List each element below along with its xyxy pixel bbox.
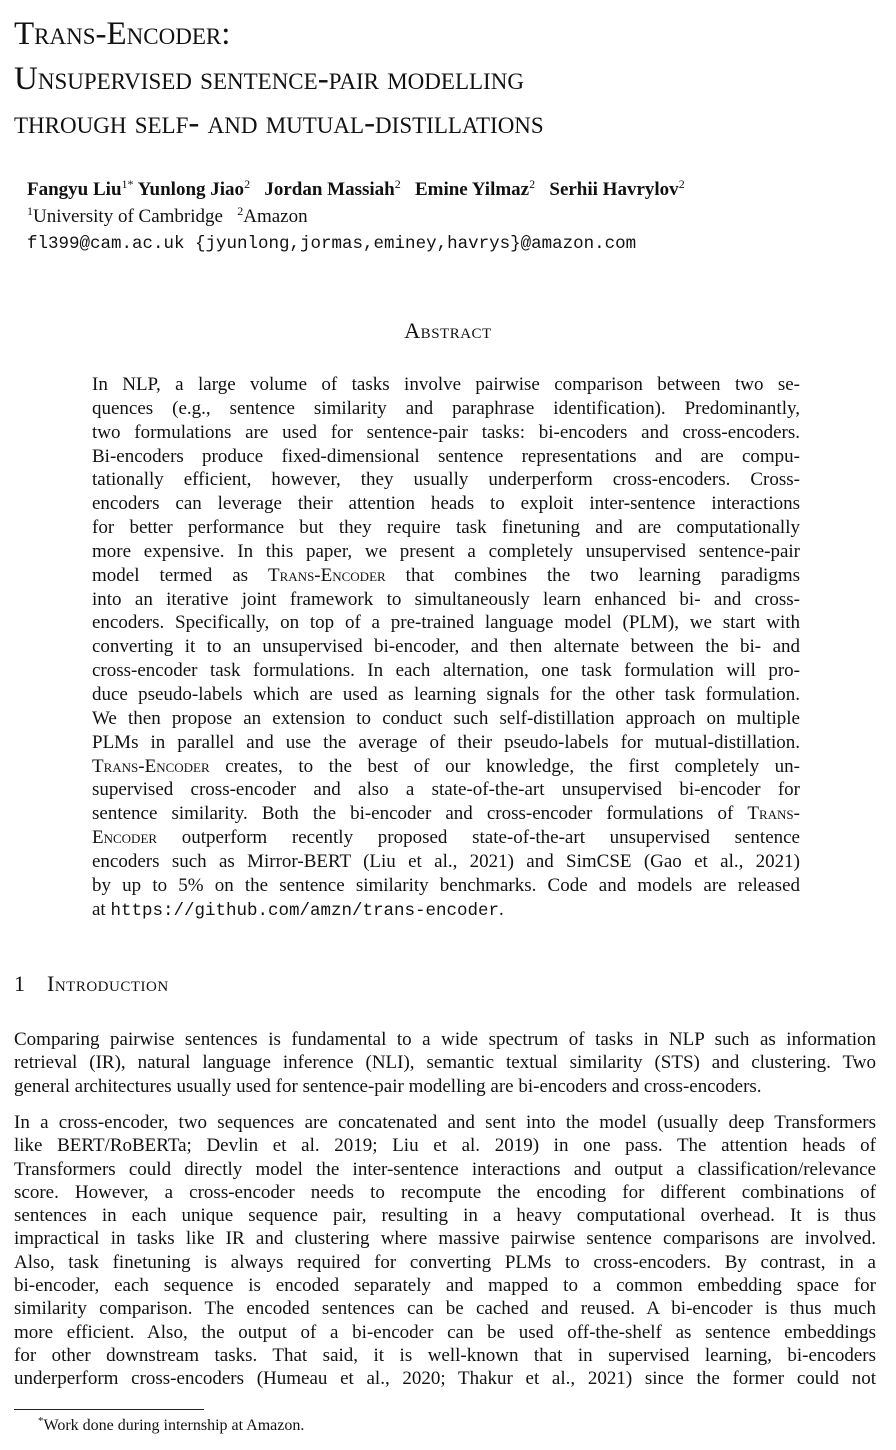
text-segment: Trans-: [747, 803, 800, 825]
text-segment: model termed as: [92, 564, 269, 586]
author-sup: 2: [244, 177, 251, 191]
paragraph-line: Comparing pairwise sentences is fundamental to a wide spectrum of tasks in NLP such as information: [14, 1029, 876, 1050]
author-emails: fl399@cam.ac.uk {jyunlong,jormas,eminey,havrys}@amazon.com: [27, 234, 637, 254]
text-segment: PLMs in parallel and use the average of their pseudo-labels for mutual-distillation.: [92, 731, 800, 753]
abstract-line: [92, 588, 800, 612]
abstract-line: [92, 468, 800, 492]
abstract-line: [92, 611, 800, 635]
text-segment: creates, to the best of our knowledge, the first completely un-: [209, 755, 800, 777]
paragraph-line: more efficient. Also, the output of a bi-encoder can be used off-the-shelf as sentence embeddings: [14, 1321, 876, 1343]
abstract-line: [92, 707, 800, 731]
abstract-line: [92, 564, 800, 588]
abstract-line: [92, 683, 800, 707]
paragraph-line: sentences in each unique sequence pair, resulting in a heavy computational overhead. It is thus: [14, 1205, 876, 1227]
text-segment: supervised cross-encoder and also a state-of-the-art unsupervised bi-encoder for: [92, 779, 800, 801]
text-segment: into an iterative joint framework to simultaneously learn enhanced bi- and cross-: [92, 588, 800, 610]
text-segment: quences (e.g., sentence similarity and paraphrase identification). Predominantly,: [92, 397, 800, 419]
abstract-line: [92, 492, 800, 516]
abstract-line: [92, 540, 800, 564]
abstract-heading: Abstract: [404, 318, 492, 343]
abstract-line: [92, 516, 800, 540]
author-sup: 2: [678, 177, 685, 191]
intro-paragraph: [14, 1028, 876, 1098]
text-segment: converting it to an unsupervised bi-encoder, and then alternate between the bi- and: [92, 636, 800, 658]
paper-title: [14, 12, 884, 146]
paragraph-line: impractical in tasks like IR and clustering where massive pairwise sentence comparisons are involved.: [14, 1228, 876, 1250]
text-segment: sentence similarity. Both the bi-encoder and cross-encoder formulations of: [92, 803, 748, 825]
code-link[interactable]: https://github.com/amzn/trans-encoder: [110, 900, 500, 921]
author: Jordan Massiah: [264, 179, 395, 200]
abstract-line: [92, 755, 800, 779]
author-sup: 2: [529, 177, 536, 191]
text-segment: cross-encoder task formulations. In each alternation, one task formulation will pro-: [92, 660, 800, 682]
abstract-line: [92, 397, 800, 421]
paragraph-line: retrieval (IR), natural language inference (NLI), semantic textual similarity (STS) and clustering. Two: [14, 1052, 876, 1074]
affil-sup: 2: [237, 204, 244, 218]
author: Emine Yilmaz: [414, 179, 530, 200]
text-segment: more expensive. In this paper, we present a completely unsupervised sentence-pair: [92, 540, 800, 562]
section-number: 1: [14, 971, 25, 996]
paragraph-line: Also, task finetuning is always required for converting PLMs to cross-encoders. By contrast, in a: [14, 1251, 876, 1273]
abstract-line: [92, 778, 800, 802]
text-segment: encoders. Specifically, on top of a pre-trained language model (PLM), we start with: [92, 612, 800, 634]
paragraph-line: In a cross-encoder, two sequences are concatenated and sent into the model (usually deep Transformers: [14, 1112, 876, 1133]
text-segment: encoders such as Mirror-BERT (Liu et al., 2021) and SimCSE (Gao et al., 2021): [92, 850, 800, 872]
intro-paragraph: [14, 1111, 876, 1391]
text-segment: at: [92, 898, 111, 920]
abstract-line: [92, 635, 800, 659]
paragraph-line: like BERT/RoBERTa; Devlin et al. 2019; Liu et al. 2019) in one pass. The attention heads of: [14, 1135, 876, 1157]
text-segment: Encoder: [92, 827, 158, 849]
paragraph-line: similarity comparison. The encoded sentences can be cached and reused. A bi-encoder is thus much: [14, 1298, 876, 1320]
text-segment: tationally efficient, however, they usually underperform cross-encoders. Cross-: [92, 469, 800, 491]
paragraph-line: Transformers could directly model the inter-sentence interactions and output a classification/relevance: [14, 1158, 876, 1180]
text-segment: Bi-encoders produce fixed-dimensional sentence representations and are compu-: [92, 445, 800, 467]
footnote: [38, 1415, 304, 1437]
title-line: Trans-Encoder:: [14, 16, 231, 52]
abstract-line: [92, 373, 800, 397]
text-segment: We then propose an extension to conduct such self-distillation approach on multiple: [92, 707, 800, 729]
affiliation: University of Cambridge: [33, 206, 223, 227]
text-segment: .: [499, 898, 504, 920]
abstract-line: [92, 731, 800, 755]
footnote-mark: *: [38, 1415, 44, 1427]
section-heading: [14, 970, 169, 998]
abstract-line: [92, 874, 800, 898]
abstract-line: [92, 898, 800, 922]
text-segment: for better performance but they require task finetuning and are computationally: [92, 517, 800, 539]
paragraph-line: bi-encoder, each sequence is encoded separately and mapped to a common embedding space for: [14, 1275, 876, 1297]
paragraph-line: general architectures usually used for sentence-pair modelling are bi-encoders and cross-encoders.: [14, 1075, 762, 1097]
title-line: through self- and mutual-distillations: [14, 105, 544, 141]
text-segment: by up to 5% on the sentence similarity benchmarks. Code and models are released: [92, 874, 800, 896]
text-segment: encoders can leverage their attention heads to exploit inter-sentence interactions: [92, 493, 800, 515]
author: Serhii Havrylov: [549, 179, 679, 200]
text-segment: Trans-Encoder: [268, 564, 386, 586]
abstract-line: [92, 826, 800, 850]
abstract-line: [92, 421, 800, 445]
abstract-line: [92, 659, 800, 683]
footnote-text: Work done during internship at Amazon.: [43, 1417, 305, 1434]
abstract-line: [92, 802, 800, 826]
text-segment: two formulations are used for sentence-pair tasks: bi-encoders and cross-encoders.: [92, 421, 800, 443]
text-segment: In NLP, a large volume of tasks involve pairwise comparison between two se-: [92, 374, 800, 395]
affil-sup: 1: [27, 204, 33, 218]
author: Yunlong Jiao: [137, 179, 245, 200]
section-title: Introduction: [47, 971, 169, 996]
affiliation: Amazon: [243, 206, 308, 227]
abstract-line: [92, 445, 800, 469]
paragraph-line: score. However, a cross-encoder needs to recompute the encoding for different combinations of: [14, 1181, 876, 1203]
text-segment: outperform recently proposed state-of-the-art unsupervised sentence: [157, 827, 800, 849]
author-sup: 2: [394, 177, 401, 191]
abstract-line: [92, 850, 800, 874]
text-segment: Trans-Encoder: [92, 755, 210, 777]
paragraph-line: underperform cross-encoders (Humeau et al., 2020; Thakur et al., 2021) since the former could not: [14, 1368, 876, 1390]
author-sup: 1*: [121, 177, 134, 191]
author: Fangyu Liu: [27, 179, 122, 200]
title-line: Unsupervised sentence-pair modelling: [14, 60, 524, 97]
abstract-body: [92, 373, 800, 921]
footnote-rule: [14, 1409, 204, 1410]
text-segment: duce pseudo-labels which are used as learning signals for the other task formulation.: [92, 683, 800, 705]
paragraph-line: for other downstream tasks. That said, it is well-known that in supervised learning, bi-encoders: [14, 1344, 876, 1366]
affiliations: [27, 205, 887, 229]
text-segment: that combines the two learning paradigms: [385, 564, 800, 586]
author-list: [27, 178, 887, 202]
